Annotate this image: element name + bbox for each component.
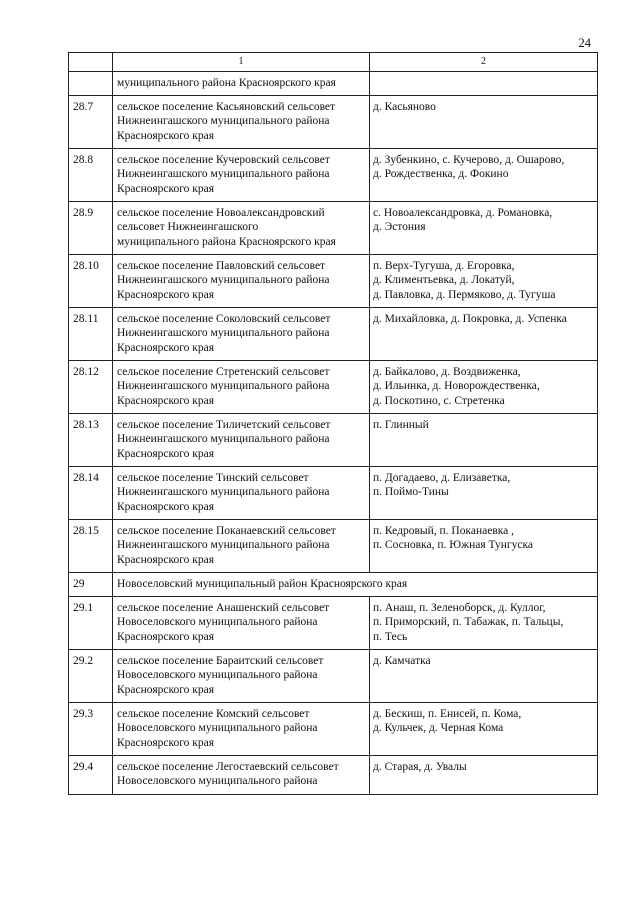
localities-cell (370, 467, 598, 520)
localities-line: д. Камчатка (373, 655, 431, 667)
table-row (69, 467, 598, 520)
settlement-name-line: Нижнеингашского муниципального района (117, 327, 330, 340)
continuation-row (69, 72, 598, 96)
row-number-cell: 29.4 (69, 756, 113, 795)
settlement-name-cell (113, 308, 370, 361)
table-header-row (69, 53, 598, 72)
table-row (69, 414, 598, 467)
localities-cell (370, 96, 598, 149)
settlement-name-line: Красноярского края (117, 129, 214, 142)
settlement-name-line: сельское поселение Комский сельсовет (117, 708, 310, 720)
header-cell-2: 2 (370, 53, 598, 72)
localities-line: д. Климентьевка, д. Локатуй, (373, 274, 515, 287)
settlement-name-line: Красноярского края (117, 736, 214, 749)
settlement-name-line: сельское поселение Бараитский сельсовет (117, 655, 324, 667)
table-row (69, 756, 598, 795)
settlement-name-cell (113, 467, 370, 520)
localities-cell (370, 308, 598, 361)
settlement-name-cell (113, 414, 370, 467)
localities-cell (370, 202, 598, 255)
localities-cell (370, 520, 598, 573)
table-row (69, 202, 598, 255)
settlement-name-line: сельское поселение Кучеровский сельсовет (117, 154, 330, 166)
settlement-name-cell (113, 202, 370, 255)
settlement-name-cell (113, 703, 370, 756)
table-row (69, 597, 598, 650)
row-number-cell: 29.2 (69, 650, 113, 703)
table-row (69, 650, 598, 703)
localities-line: д. Старая, д. Увалы (373, 761, 467, 773)
settlement-name-line: сельское поселение Тинский сельсовет (117, 472, 309, 484)
settlement-name-line: Нижнеингашского муниципального района (117, 539, 330, 552)
row-number-cell: 28.8 (69, 149, 113, 202)
settlement-name-line: Красноярского края (117, 500, 214, 513)
settlement-name-line: сельсовет Нижнеингашского (117, 221, 259, 234)
settlement-name-line: Новоселовского муниципального района (117, 669, 318, 682)
page-number: 24 (578, 36, 591, 50)
settlement-name-line: сельское поселение Новоалександровский (117, 207, 325, 219)
localities-line: д. Рождественка, д. Фокино (373, 168, 509, 181)
settlement-name-line: Красноярского края (117, 447, 214, 460)
row-number-cell: 28.14 (69, 467, 113, 520)
table-row (69, 255, 598, 308)
region-row (69, 573, 598, 597)
settlement-name-line: муниципального района Красноярского края (117, 235, 336, 248)
localities-line: п. Глинный (373, 419, 429, 431)
table-row (69, 520, 598, 573)
settlement-name-line: Нижнеингашского муниципального района (117, 115, 330, 128)
row-number-cell: 28.13 (69, 414, 113, 467)
localities-line: п. Приморский, п. Табажак, п. Тальцы, (373, 616, 564, 629)
settlement-name-line: Нижнеингашского муниципального района (117, 433, 330, 446)
localities-line: п. Сосновка, п. Южная Тунгуска (373, 539, 533, 552)
localities-line: д. Байкалово, д. Воздвиженка, (373, 366, 521, 378)
localities-line: п. Поймо-Тины (373, 486, 449, 499)
settlement-name-line: Красноярского края (117, 182, 214, 195)
localities-line: п. Анаш, п. Зеленоборск, д. Куллог, (373, 602, 546, 614)
region-num-cell: 29 (69, 573, 113, 597)
settlement-name-line: Красноярского края (117, 288, 214, 301)
row-number-cell: 29.3 (69, 703, 113, 756)
row-number-cell: 28.9 (69, 202, 113, 255)
localities-line: д. Касьяново (373, 101, 436, 113)
table-row (69, 149, 598, 202)
settlement-name-line: Нижнеингашского муниципального района (117, 168, 330, 181)
settlement-name-line: Красноярского края (117, 683, 214, 696)
settlement-name-line: Красноярского края (117, 394, 214, 407)
settlement-name-line: сельское поселение Касьяновский сельсовет (117, 101, 336, 113)
settlement-name-line: Новоселовского муниципального района (117, 775, 318, 788)
table-row (69, 703, 598, 756)
localities-cell (370, 149, 598, 202)
row-number-cell: 28.12 (69, 361, 113, 414)
settlement-name-line: Красноярского края (117, 341, 214, 354)
localities-line: п. Тесь (373, 630, 408, 643)
localities-line: д. Кульчек, д. Черная Кома (373, 722, 504, 735)
localities-cell (370, 597, 598, 650)
row-number-cell: 28.11 (69, 308, 113, 361)
row-number-cell: 29.1 (69, 597, 113, 650)
localities-cell (370, 414, 598, 467)
table-row (69, 308, 598, 361)
settlement-name-cell (113, 149, 370, 202)
row-number-cell: 28.15 (69, 520, 113, 573)
settlement-name-line: сельское поселение Поканаевский сельсовет (117, 525, 336, 537)
row-number-cell: 28.10 (69, 255, 113, 308)
settlement-name-line: Нижнеингашского муниципального района (117, 274, 330, 287)
settlement-name-line: сельское поселение Легостаевский сельсовет (117, 761, 339, 773)
localities-line: с. Новоалександровка, д. Романовка, (373, 207, 553, 219)
continuation-places-cell (370, 72, 598, 96)
localities-line: п. Догадаево, д. Елизаветка, (373, 472, 511, 484)
localities-line: д. Бескиш, п. Енисей, п. Кома, (373, 708, 522, 720)
region-name-cell: Новоселовский муниципальный район Красноярского края (113, 573, 598, 597)
settlement-name-line: Нижнеингашского муниципального района (117, 486, 330, 499)
settlement-name-line: Красноярского края (117, 553, 214, 566)
localities-cell (370, 361, 598, 414)
settlement-name-cell (113, 650, 370, 703)
settlement-name-cell (113, 361, 370, 414)
localities-line: д. Зубенкино, с. Кучерово, д. Ошарово, (373, 154, 565, 166)
table-row (69, 96, 598, 149)
settlement-name-line: Красноярского края (117, 630, 214, 643)
settlement-name-line: Новоселовского муниципального района (117, 722, 318, 735)
header-cell-num (69, 53, 113, 72)
localities-line: д. Эстония (373, 221, 426, 234)
settlement-name-line: сельское поселение Анашенский сельсовет (117, 602, 330, 614)
settlement-name-cell (113, 520, 370, 573)
settlement-name-line: сельское поселение Павловский сельсовет (117, 260, 326, 272)
table-row (69, 361, 598, 414)
localities-cell (370, 756, 598, 795)
localities-line: п. Верх-Тугуша, д. Егоровка, (373, 260, 515, 272)
settlement-name-cell (113, 255, 370, 308)
settlement-name-cell (113, 597, 370, 650)
localities-line: п. Кедровый, п. Поканаевка , (373, 525, 515, 537)
settlement-name-line: сельское поселение Стретенский сельсовет (117, 366, 330, 378)
localities-cell (370, 650, 598, 703)
settlement-name-line: сельское поселение Соколовский сельсовет (117, 313, 331, 325)
localities-line: д. Павловка, д. Пермяково, д. Тугуша (373, 288, 556, 301)
header-cell-1: 1 (113, 53, 370, 72)
settlement-name-cell (113, 756, 370, 795)
settlement-name-line: сельское поселение Тиличетский сельсовет (117, 419, 331, 431)
settlement-name-line: Нижнеингашского муниципального района (117, 380, 330, 393)
settlement-name-line: Новоселовского муниципального района (117, 616, 318, 629)
settlement-name-cell (113, 96, 370, 149)
localities-line: д. Михайловка, д. Покровка, д. Успенка (373, 313, 567, 325)
localities-line: д. Ильинка, д. Новорождественка, (373, 380, 540, 393)
row-number-cell: 28.7 (69, 96, 113, 149)
settlements-table (68, 52, 598, 795)
localities-line: д. Поскотино, с. Стретенка (373, 394, 505, 407)
continuation-num-cell (69, 72, 113, 96)
localities-cell (370, 703, 598, 756)
continuation-name-cell: муниципального района Красноярского края (113, 72, 370, 96)
localities-cell (370, 255, 598, 308)
